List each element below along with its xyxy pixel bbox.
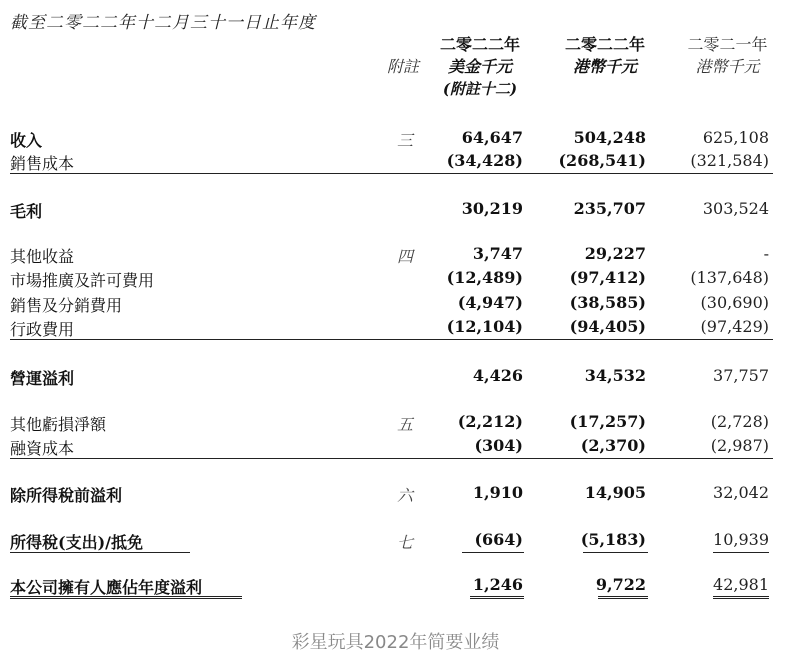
double-underline	[10, 596, 242, 599]
row-note: 七	[396, 533, 413, 552]
value-hkd-2022: (38,585)	[569, 293, 646, 312]
row-note: 五	[396, 415, 413, 434]
row-label: 銷售及分銷費用	[10, 296, 123, 315]
table-row-selling-distribution	[0, 293, 791, 317]
value-usd-2022: 1,246	[472, 575, 523, 594]
row-note: 六	[396, 486, 413, 505]
row-label: 本公司擁有人應佔年度溢利	[10, 578, 203, 597]
image-caption: 彩星玩具2022年简要业绩	[291, 632, 500, 653]
value-hkd-2021: 10,939	[713, 530, 769, 549]
value-usd-2022: 30,219	[461, 199, 523, 218]
underline	[583, 552, 648, 553]
table-row-cost-of-sales	[0, 151, 791, 175]
underline	[10, 552, 190, 553]
value-hkd-2021: 37,757	[713, 366, 769, 385]
row-note: 四	[396, 247, 413, 266]
value-hkd-2022: 14,905	[584, 483, 646, 502]
hkd-2021-column-header: 二零二一年 港幣千元	[687, 35, 768, 76]
usd-2022-column-header: 二零二二年 美金千元 (附註十二)	[439, 35, 520, 98]
value-usd-2022: 4,426	[472, 366, 523, 385]
value-hkd-2021: (137,648)	[690, 268, 769, 287]
double-underline	[598, 596, 648, 599]
row-label: 融資成本	[10, 439, 75, 458]
value-hkd-2022: 504,248	[573, 128, 646, 147]
value-hkd-2022: (2,370)	[580, 436, 646, 455]
value-usd-2022: (12,489)	[446, 268, 523, 287]
underline	[462, 552, 524, 553]
row-label: 營運溢利	[10, 369, 75, 388]
value-usd-2022: (2,212)	[457, 412, 523, 431]
underline	[713, 552, 769, 553]
divider	[10, 339, 773, 340]
table-row-gross-profit	[0, 199, 791, 223]
row-label: 除所得稅前溢利	[10, 486, 123, 505]
row-label: 銷售成本	[10, 154, 75, 173]
value-usd-2022: (12,104)	[446, 317, 523, 336]
value-hkd-2021: 303,524	[702, 199, 769, 218]
row-label: 其他收益	[10, 247, 75, 266]
note-column-header: 附註	[386, 57, 419, 76]
value-hkd-2021: (97,429)	[700, 317, 769, 336]
row-label: 所得稅(支出)/抵免	[10, 533, 143, 552]
value-hkd-2021: (30,690)	[700, 293, 769, 312]
value-hkd-2022: (97,412)	[569, 268, 646, 287]
value-hkd-2021: (321,584)	[690, 151, 769, 170]
table-row-other-losses	[0, 412, 791, 436]
divider	[10, 173, 773, 174]
value-hkd-2021: 32,042	[713, 483, 769, 502]
value-hkd-2022: 34,532	[584, 366, 646, 385]
table-row-other-income	[0, 244, 791, 268]
table-row-marketing-licensing	[0, 268, 791, 292]
period-title: 截至二零二二年十二月三十一日止年度	[10, 13, 316, 33]
row-note: 三	[396, 131, 413, 150]
table-row-finance-costs	[0, 436, 791, 460]
row-label: 行政費用	[10, 320, 75, 339]
value-hkd-2022: 235,707	[573, 199, 646, 218]
value-hkd-2021: (2,728)	[710, 412, 769, 431]
table-row-income-tax	[0, 530, 791, 554]
value-usd-2022: 1,910	[472, 483, 523, 502]
row-label: 市場推廣及許可費用	[10, 271, 155, 290]
value-hkd-2022: 29,227	[584, 244, 646, 263]
double-underline	[470, 596, 524, 599]
value-hkd-2022: (268,541)	[558, 151, 646, 170]
value-hkd-2022: (17,257)	[569, 412, 646, 431]
double-underline	[713, 596, 769, 599]
value-usd-2022: 3,747	[472, 244, 523, 263]
value-usd-2022: (304)	[474, 436, 523, 455]
divider	[10, 458, 773, 459]
hkd-2022-column-header: 二零二二年 港幣千元	[564, 35, 645, 76]
row-label: 收入	[10, 131, 43, 150]
value-hkd-2022: (94,405)	[569, 317, 646, 336]
value-hkd-2021: (2,987)	[710, 436, 769, 455]
value-hkd-2021: -	[763, 244, 769, 263]
value-usd-2022: 64,647	[461, 128, 523, 147]
table-row-administrative	[0, 317, 791, 341]
value-hkd-2022: 9,722	[595, 575, 646, 594]
value-hkd-2021: 42,981	[713, 575, 769, 594]
row-label: 其他虧損淨額	[10, 415, 107, 434]
value-hkd-2022: (5,183)	[580, 530, 646, 549]
table-row-profit-before-tax	[0, 483, 791, 507]
table-row-revenue	[0, 128, 791, 152]
value-usd-2022: (34,428)	[446, 151, 523, 170]
row-label: 毛利	[10, 202, 43, 221]
value-hkd-2021: 625,108	[702, 128, 769, 147]
value-usd-2022: (664)	[474, 530, 523, 549]
table-row-operating-profit	[0, 366, 791, 390]
value-usd-2022: (4,947)	[457, 293, 523, 312]
